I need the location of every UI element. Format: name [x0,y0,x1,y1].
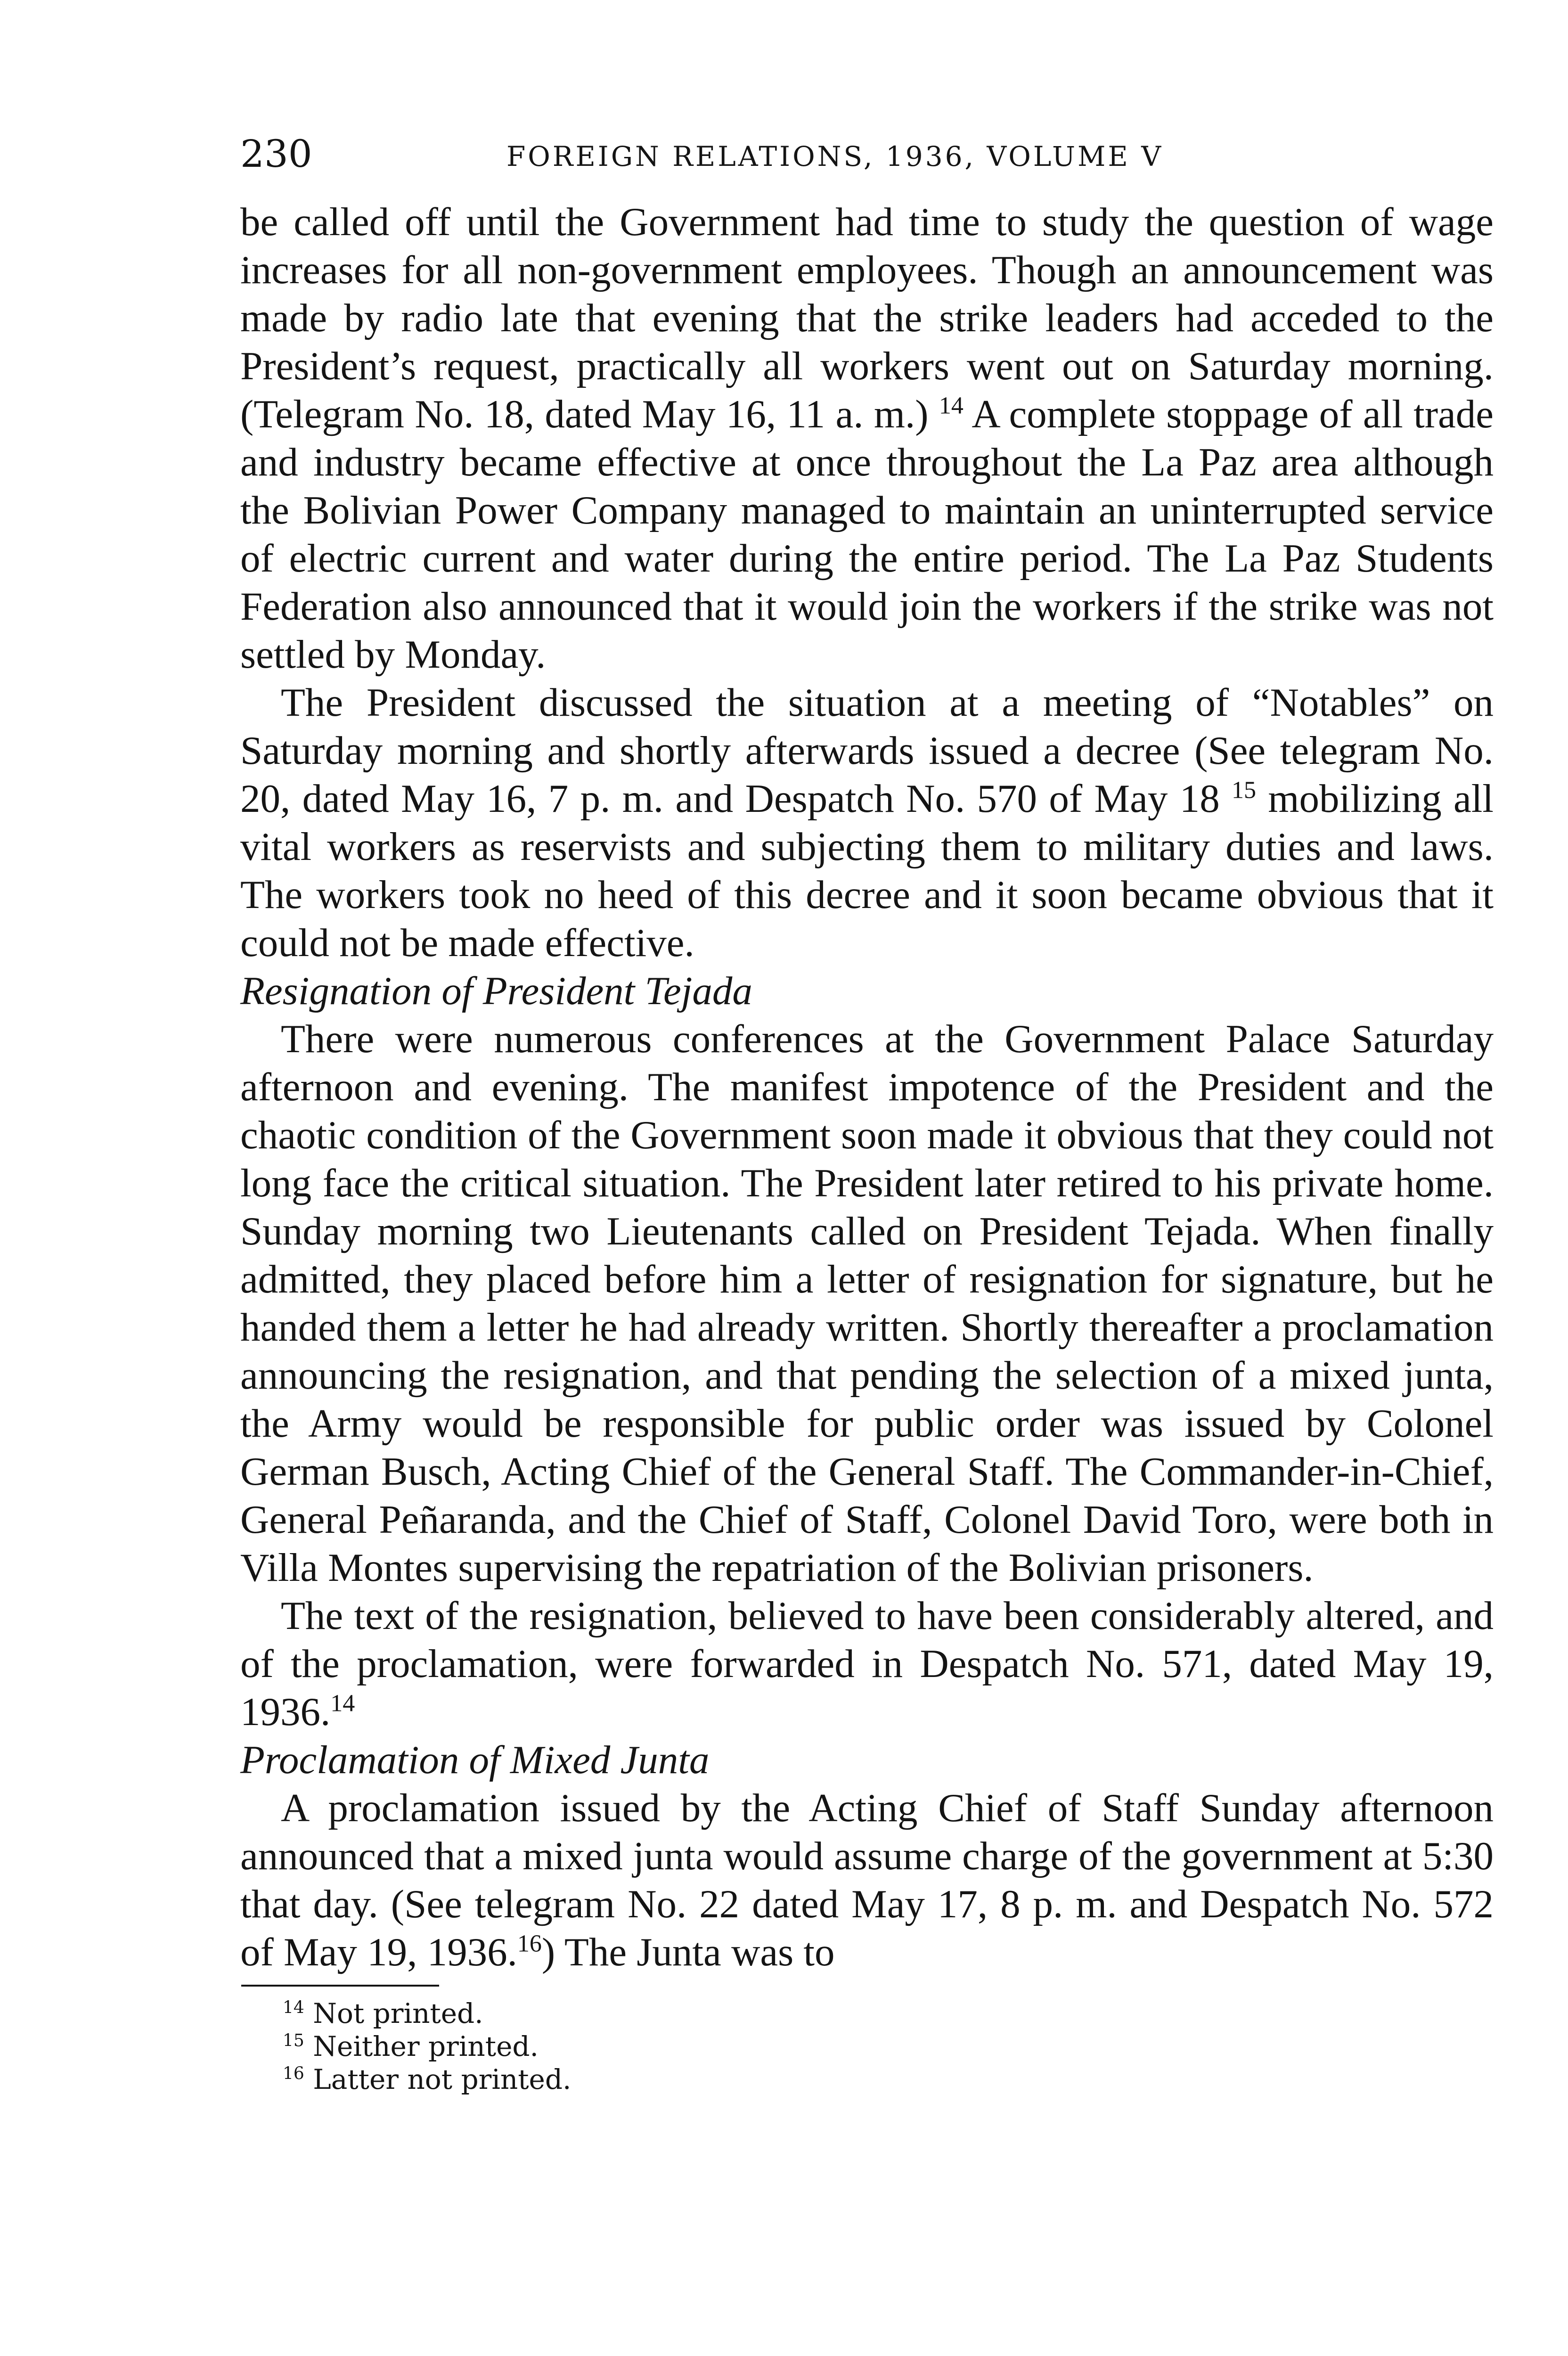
running-title: FOREIGN RELATIONS, 1936, VOLUME V [506,140,1164,172]
paragraph-4 [240,1592,1494,1736]
footnote-16 [283,2063,1494,2096]
paragraph-1-text-a: be called off until the Government had time to study the question of wage increases for all non-government employees. Though an announcement was made by radio late that evening that the strike leaders had acceded to the President’s request, practically all workers went out on Saturday morning. (Telegram No. 18, dated May 16, 11 a. m.) [240,200,1494,436]
footnote-ref-16: 16 [517,1930,542,1957]
paragraph-5-text-b: ) The Junta was to [541,1930,835,1974]
footnote-14 [283,1997,1494,2030]
paragraph-5-text-a: A proclamation issued by the Acting Chief of Staff Sunday afternoon announced that a mixed junta would assume charge of the government at 5:30 that day. (See telegram No. 22 dated May 17, 8 p. m. and Despatch No. 572 of May 19, 1936. [240,1786,1494,1974]
running-header [240,123,1494,184]
footnote-text: Latter not printed. [313,2063,572,2095]
footnote-marker: 15 [283,2031,304,2051]
paragraph-2-text-a: The President discussed the situation at a meeting of “Notables” on Saturday morning and shortly afterwards issued a decree (See telegram No. 20, dated May 16, 7 p. m. and Despatch No. 570 of May 18 [240,680,1494,821]
paragraph-1 [240,198,1494,679]
paragraph-4-text: The text of the resignation, believed to have been considerably altered, and of the proclamation, were forwarded in Despatch No. 571, dated May 19, 1936. [240,1594,1494,1734]
footnote-text: Neither printed. [313,2030,539,2062]
footnote-ref-14: 14 [939,392,964,419]
footnote-15 [283,2030,1494,2063]
footnotes [283,1997,1494,2096]
page-number: 230 [240,132,312,176]
document-page [240,123,1494,2096]
paragraph-2-text-b: mobilizing all vital workers as reservists and subjecting them to military duties and laws. The workers took no heed of this decree and it soon became obvious that it could not be made effective. [240,777,1494,965]
paragraph-3: There were numerous conferences at the Government Palace Saturday afternoon and evening. The manifest impotence of the President and the chaotic condition of the Government soon made it obvious that they could not long face the critical situation. The President later retired to his private home. Sunday morning two Lieutenants called on President Tejada. When finally admitted, they placed before him a letter of resignation for signature, but he handed them a letter he had already written. Shortly thereafter a proclamation announcing the resignation, and that pending the selection of a mixed junta, the Army would be responsible for public order was issued by Colonel German Busch, Acting Chief of the General Staff. The Commander-in-Chief, General Peñaranda, and the Chief of Staff, Colonel David Toro, were both in Villa Montes supervising the repatriation of the Bolivian prisoners. [240,1017,1494,1590]
body-text [240,198,1494,1976]
paragraph-1-text-b: A complete stoppage of all trade and industry became effective at once throughout the La Paz area although the Bolivian Power Company managed to maintain an uninterrupted service of electric current and water during the entire period. The La Paz Students Federation also announced that it would join the workers if the strike was not settled by Monday. [240,392,1494,677]
footnote-marker: 14 [283,1998,304,2018]
footnote-ref-14-second: 14 [330,1690,355,1717]
paragraph-2 [240,679,1494,967]
section-heading-resignation: Resignation of President Tejada [240,969,752,1013]
section-heading-junta: Proclamation of Mixed Junta [240,1738,710,1782]
footnote-text: Not printed. [313,1997,483,2029]
footnote-ref-15: 15 [1232,777,1257,804]
footnote-marker: 16 [283,2064,304,2084]
paragraph-5 [240,1784,1494,1976]
footnote-divider [241,1985,439,1987]
